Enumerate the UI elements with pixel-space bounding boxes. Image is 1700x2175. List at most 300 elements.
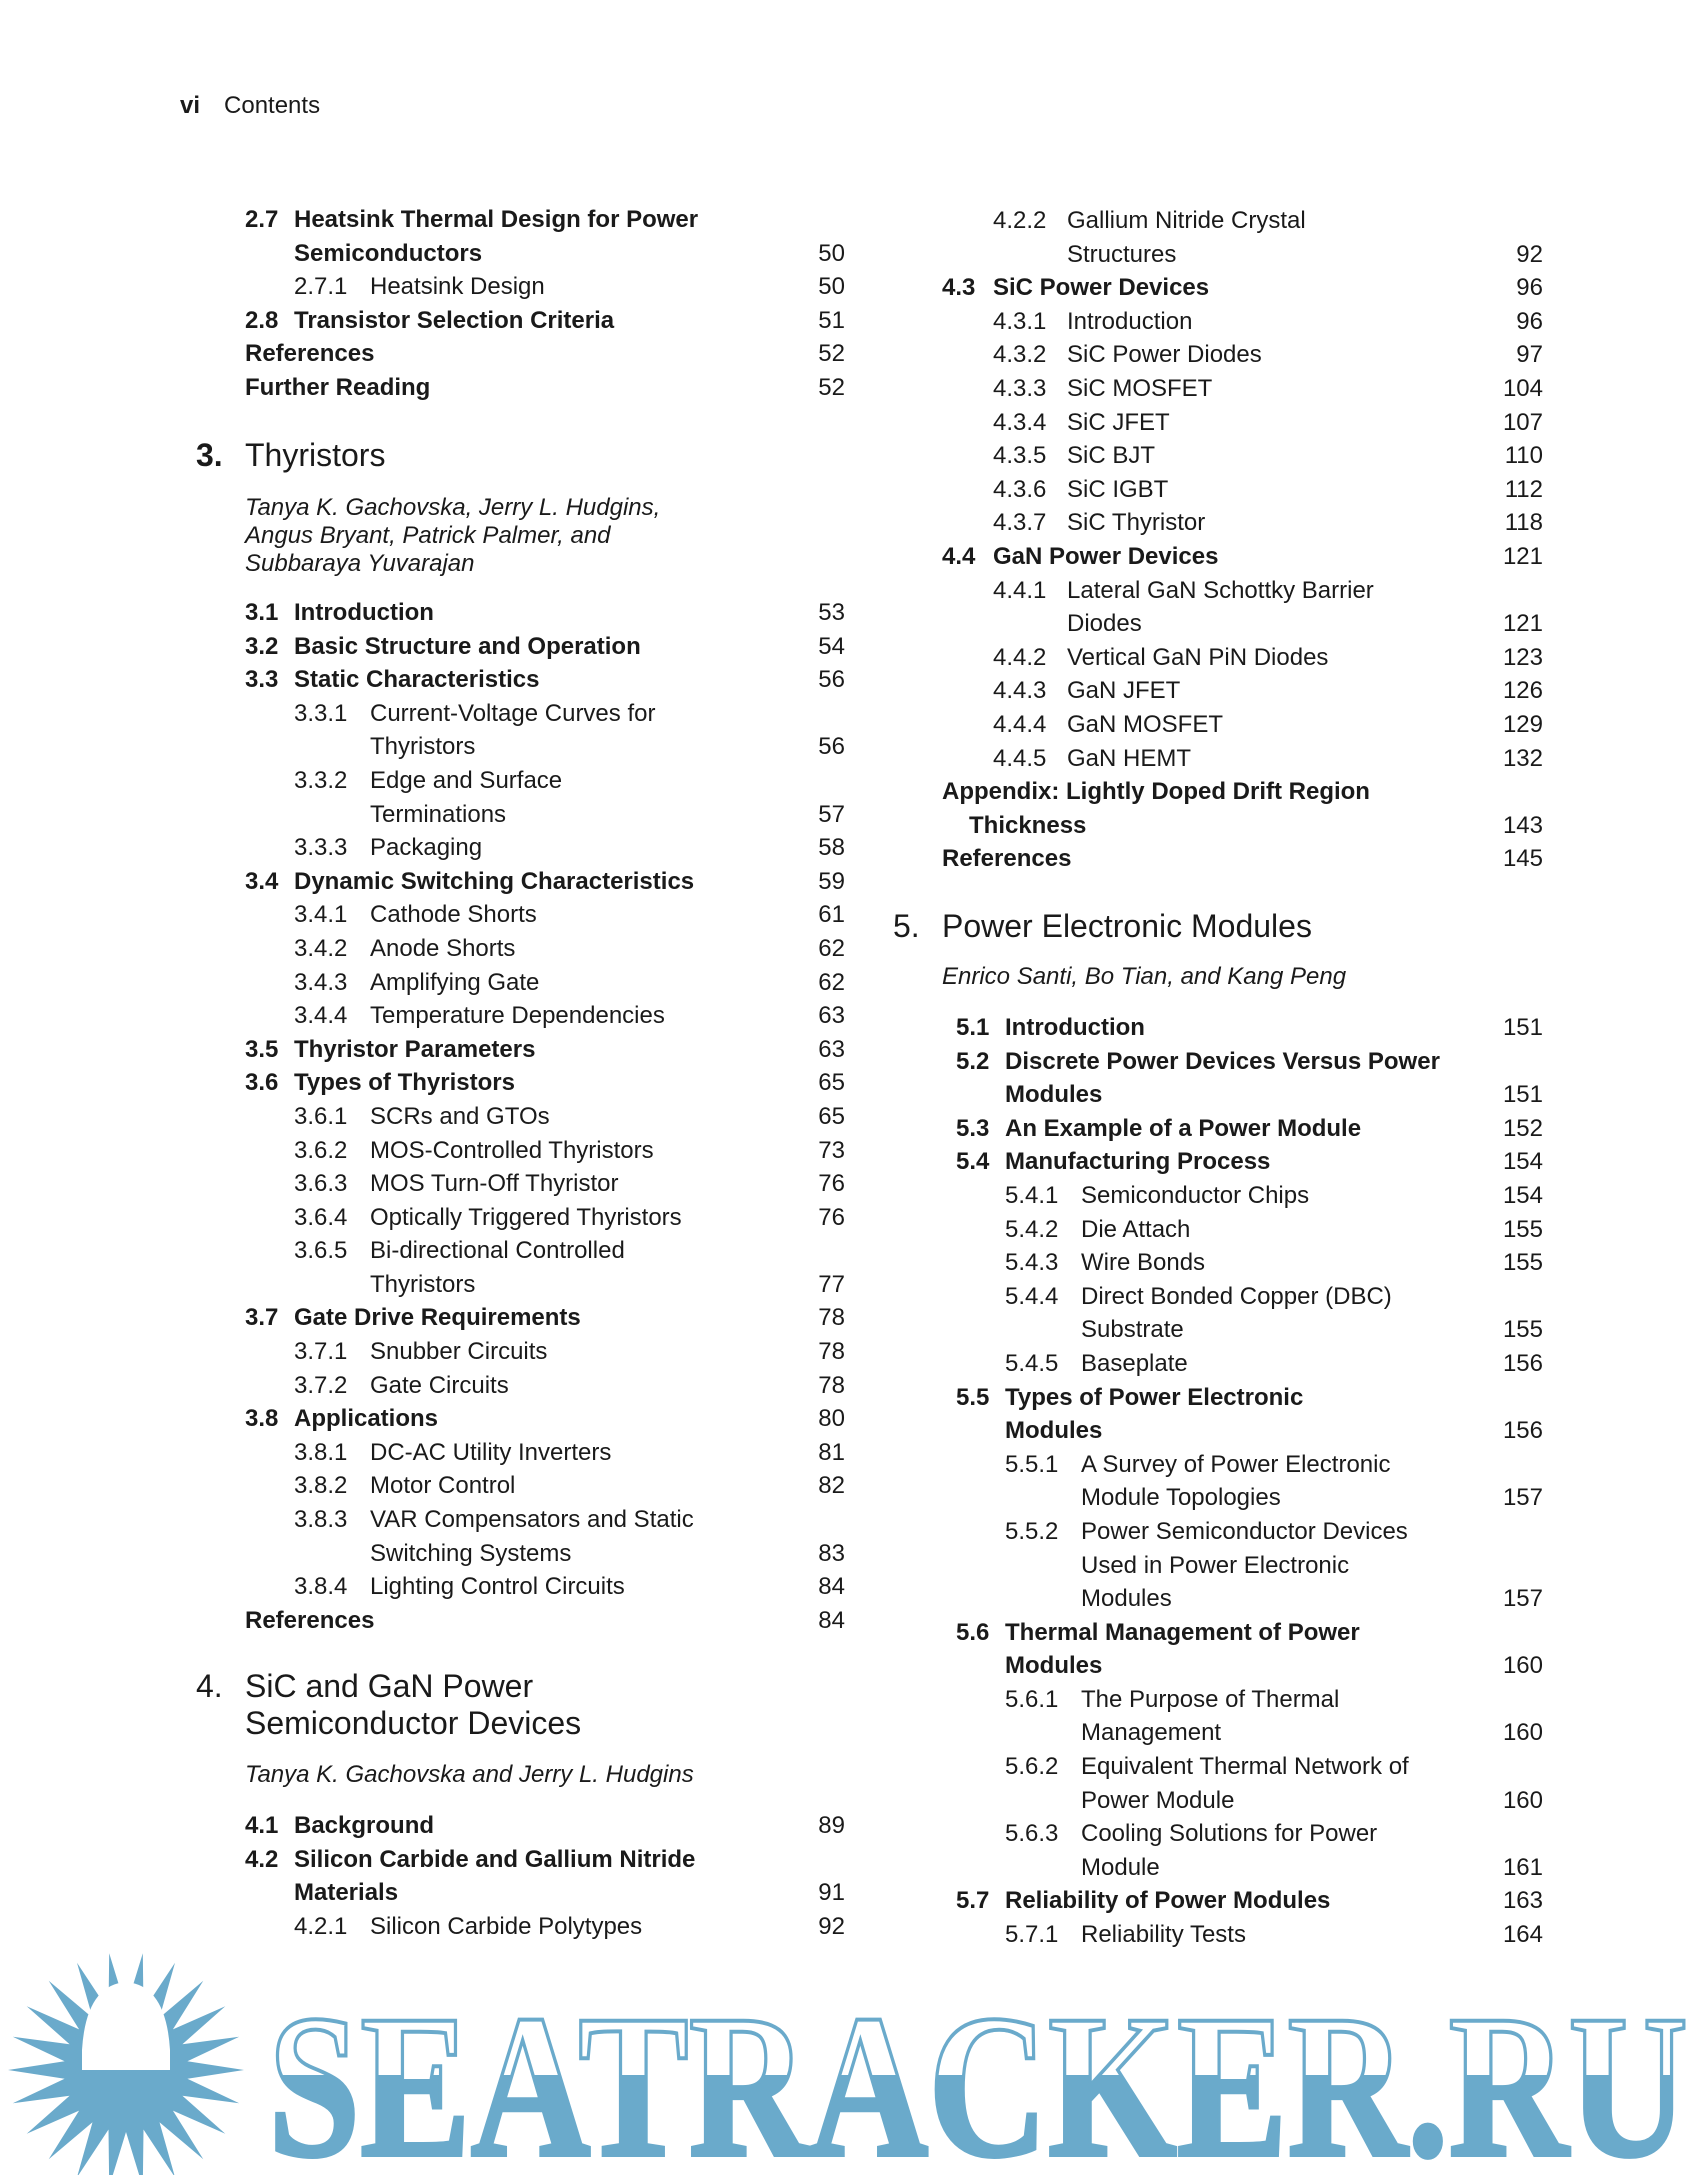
toc-entry — [956, 1616, 1543, 1650]
toc-entry — [942, 775, 1543, 809]
section-title[interactable]: Lateral GaN Schottky Barrier — [1067, 576, 1374, 604]
toc-entry-continuation — [956, 1784, 1543, 1818]
section-title[interactable]: Current-Voltage Curves for — [370, 699, 656, 727]
section-number: 3.1 — [245, 599, 279, 626]
toc-entry — [245, 1503, 845, 1537]
author-line: Subbaraya Yuvarajan — [245, 550, 475, 577]
toc-entry — [942, 473, 1543, 507]
section-title[interactable]: Die Attach — [1081, 1215, 1191, 1243]
running-title: Contents — [224, 92, 321, 119]
toc-entry — [942, 540, 1543, 574]
section-title[interactable]: Silicon Carbide Polytypes — [370, 1912, 643, 1940]
toc-entry — [956, 1817, 1543, 1851]
section-number: 4.3.2 — [993, 341, 1047, 369]
toc-entry — [956, 1347, 1543, 1381]
page-number: 52 — [818, 373, 845, 401]
section-title[interactable]: Vertical GaN PiN Diodes — [1067, 643, 1329, 671]
section-title[interactable]: A Survey of Power Electronic — [1081, 1450, 1391, 1478]
page-number: 118 — [1504, 509, 1543, 537]
section-number: 3.8.1 — [294, 1438, 348, 1466]
section-title[interactable]: MOS Turn-Off Thyristor — [370, 1170, 619, 1198]
section-title[interactable]: Amplifying Gate — [370, 968, 540, 996]
sun-icon — [8, 1953, 244, 2175]
toc-entry — [245, 596, 845, 630]
section-title[interactable]: DC-AC Utility Inverters — [370, 1438, 612, 1466]
toc-block-chapter-4-left — [245, 1809, 845, 1943]
toc-entry — [245, 898, 845, 932]
section-number: 3.7.2 — [294, 1371, 348, 1399]
toc-entry — [942, 372, 1543, 406]
watermark-text: SEATRACKER.RU — [268, 1973, 1688, 2175]
section-title[interactable]: Motor Control — [370, 1472, 516, 1500]
section-number: 3.7 — [245, 1304, 279, 1332]
toc-entry — [942, 742, 1543, 776]
page-number: 92 — [1516, 240, 1543, 268]
section-title[interactable]: Optically Triggered Thyristors — [370, 1203, 682, 1231]
toc-entry-continuation — [245, 798, 845, 832]
page-number: 83 — [818, 1539, 845, 1567]
section-title[interactable]: References — [942, 845, 1072, 873]
section-title[interactable]: Thyristors — [370, 733, 476, 761]
section-title[interactable]: GaN HEMT — [1067, 744, 1192, 772]
section-title[interactable]: Background — [294, 1812, 435, 1839]
section-title[interactable]: Cathode Shorts — [370, 901, 537, 929]
page-number: 160 — [1502, 1652, 1543, 1680]
toc-entry-continuation — [956, 1716, 1543, 1750]
section-title[interactable]: Applications — [294, 1405, 439, 1433]
section-title[interactable]: Anode Shorts — [370, 934, 516, 962]
section-title[interactable]: Baseplate — [1081, 1349, 1188, 1377]
toc-entry — [956, 1179, 1543, 1213]
section-number: 5.4.5 — [1005, 1349, 1059, 1377]
section-title[interactable]: Types of Thyristors — [294, 1069, 515, 1097]
page-number: 160 — [1502, 1786, 1543, 1814]
section-title[interactable]: Reliability Tests — [1081, 1921, 1246, 1949]
section-number: 3.4.2 — [294, 934, 348, 962]
toc-entry — [245, 1570, 845, 1604]
section-title[interactable]: Dynamic Switching Characteristics — [294, 867, 695, 895]
section-title[interactable]: Switching Systems — [370, 1539, 572, 1567]
section-number: 3.8.3 — [294, 1506, 348, 1534]
section-title[interactable]: Direct Bonded Copper (DBC) — [1081, 1282, 1392, 1310]
section-title[interactable]: An Example of a Power Module — [1005, 1114, 1362, 1142]
section-title[interactable]: SiC IGBT — [1067, 475, 1169, 503]
toc-block-chapter-3 — [245, 596, 845, 1637]
section-number: 3.6.1 — [294, 1102, 348, 1130]
toc-entry-continuation — [956, 1582, 1543, 1616]
toc-entry — [956, 1045, 1543, 1079]
page-number: 123 — [1502, 643, 1543, 671]
page-number: 91 — [818, 1879, 845, 1907]
section-number: 3.7.1 — [294, 1338, 348, 1366]
section-number: 5.7.1 — [1005, 1921, 1059, 1949]
page-number: 58 — [818, 834, 845, 862]
section-number: 5.4.3 — [1005, 1249, 1059, 1277]
section-title[interactable]: Basic Structure and Operation — [294, 632, 641, 660]
page-number: 63 — [818, 1035, 845, 1063]
page-number: 154 — [1502, 1181, 1543, 1209]
section-title[interactable]: SiC MOSFET — [1067, 374, 1213, 402]
section-title[interactable]: Transistor Selection Criteria — [294, 306, 615, 334]
toc-entry — [942, 708, 1543, 742]
toc-entry-continuation — [956, 1549, 1543, 1583]
page-number: 57 — [818, 800, 845, 828]
running-header — [180, 92, 320, 120]
toc-entry — [245, 371, 845, 405]
section-title[interactable]: Equivalent Thermal Network of — [1081, 1753, 1409, 1781]
section-title[interactable]: SiC Thyristor — [1067, 509, 1206, 537]
toc-entry — [245, 1402, 845, 1436]
section-number: 3.5 — [245, 1035, 279, 1063]
section-title[interactable]: Manufacturing Process — [1005, 1148, 1271, 1176]
section-title[interactable]: Temperature Dependencies — [370, 1002, 665, 1030]
page-number: 112 — [1504, 475, 1543, 503]
section-title[interactable]: SiC JFET — [1067, 408, 1170, 436]
toc-entry — [245, 1436, 845, 1470]
section-number: 4.3.5 — [993, 442, 1047, 470]
section-title[interactable]: Thyristor Parameters — [294, 1035, 536, 1063]
toc-entry — [245, 304, 845, 338]
toc-entry — [956, 1280, 1543, 1314]
page-number: 81 — [818, 1438, 845, 1466]
section-title[interactable]: Thyristors — [370, 1270, 476, 1298]
section-number: 4.4 — [942, 542, 976, 570]
section-title[interactable]: Materials — [294, 1879, 399, 1907]
section-title[interactable]: Modules — [1005, 1417, 1103, 1445]
section-title[interactable]: SiC Power Diodes — [1067, 341, 1262, 369]
page-number: 56 — [818, 666, 845, 694]
section-number: 4.2 — [245, 1845, 279, 1873]
page-number: 56 — [818, 733, 845, 761]
page-number: 89 — [818, 1812, 845, 1839]
toc-entry — [245, 1369, 845, 1403]
section-title[interactable]: Appendix: Lightly Doped Drift Region — [942, 778, 1370, 806]
page-number: 152 — [1502, 1114, 1543, 1142]
section-title[interactable]: Terminations — [370, 800, 507, 828]
section-number: 3.3 — [245, 666, 279, 694]
section-title[interactable]: SiC Power Devices — [993, 274, 1210, 302]
section-number: 3.6.5 — [294, 1237, 348, 1265]
section-title[interactable]: Snubber Circuits — [370, 1338, 548, 1366]
section-number: 4.2.2 — [993, 207, 1047, 234]
section-number: 3.4.1 — [294, 901, 348, 929]
page-number: 155 — [1502, 1316, 1543, 1344]
chapter-title-line: SiC and GaN Power — [245, 1668, 534, 1704]
section-title[interactable]: Substrate — [1081, 1316, 1184, 1344]
page-number: 80 — [818, 1405, 845, 1433]
section-title[interactable]: SiC BJT — [1067, 442, 1156, 470]
section-number: 3.6.4 — [294, 1203, 348, 1231]
section-number: 5.2 — [956, 1047, 990, 1075]
page-number: 52 — [818, 340, 845, 368]
section-number: 5.6.3 — [1005, 1820, 1059, 1848]
section-title[interactable]: Gate Drive Requirements — [294, 1304, 581, 1332]
section-title[interactable]: GaN Power Devices — [993, 542, 1219, 570]
toc-entry — [245, 1201, 845, 1235]
section-number: 5.5.2 — [1005, 1517, 1059, 1545]
page-number: 65 — [818, 1069, 845, 1097]
page-number: 62 — [818, 934, 845, 962]
toc-entry-continuation — [942, 809, 1543, 843]
toc-entry-continuation — [245, 1268, 845, 1302]
toc-entry — [245, 203, 845, 237]
section-title[interactable]: Thermal Management of Power — [1005, 1618, 1360, 1646]
toc-entry — [956, 1213, 1543, 1247]
section-title[interactable]: References — [245, 1606, 375, 1634]
section-title[interactable]: Introduction — [294, 599, 434, 626]
section-number: 5.3 — [956, 1114, 990, 1142]
section-title[interactable]: VAR Compensators and Static — [370, 1506, 694, 1534]
page-number: 96 — [1516, 274, 1543, 302]
section-number: 5.1 — [956, 1014, 990, 1041]
section-title[interactable]: Power Semiconductor Devices — [1081, 1517, 1408, 1545]
section-title[interactable]: Silicon Carbide and Gallium Nitride — [294, 1845, 696, 1873]
section-title[interactable]: Edge and Surface — [370, 766, 563, 794]
section-number: 5.4.4 — [1005, 1282, 1059, 1310]
page-number: 163 — [1502, 1887, 1543, 1915]
toc-block-chapter-2-end — [245, 203, 845, 405]
toc-entry-continuation — [245, 1876, 845, 1910]
section-title[interactable]: Lighting Control Circuits — [370, 1573, 625, 1601]
toc-entry — [245, 697, 845, 731]
section-number: 4.2.1 — [294, 1912, 348, 1940]
section-number: 4.3.7 — [993, 509, 1047, 537]
section-title[interactable]: Thickness — [969, 811, 1087, 839]
section-number: 3.4.3 — [294, 968, 348, 996]
chapter-number: 3. — [196, 437, 223, 473]
page-number: 151 — [1502, 1014, 1543, 1041]
page-number: 84 — [818, 1573, 845, 1601]
section-number: 5.6.1 — [1005, 1685, 1059, 1713]
section-title[interactable]: Heatsink Thermal Design for Power — [294, 206, 699, 233]
page-number: 77 — [818, 1270, 845, 1298]
page-number: 92 — [818, 1912, 845, 1940]
toc-entry — [245, 1234, 845, 1268]
section-title[interactable]: Semiconductors — [294, 239, 483, 267]
page-number: 65 — [818, 1102, 845, 1130]
section-title[interactable]: Discrete Power Devices Versus Power — [1005, 1047, 1440, 1075]
chapter-number: 5. — [893, 908, 920, 944]
chapter-3-authors — [245, 494, 660, 578]
page-number: 97 — [1516, 341, 1543, 369]
toc-entry — [956, 1381, 1543, 1415]
section-number: 3.3.1 — [294, 699, 348, 727]
section-number: 4.4.5 — [993, 744, 1047, 772]
section-number: 2.8 — [245, 306, 279, 334]
toc-entry — [956, 1884, 1543, 1918]
toc-entry — [245, 1301, 845, 1335]
page-number: 82 — [818, 1472, 845, 1500]
section-title[interactable]: Used in Power Electronic — [1081, 1551, 1350, 1579]
section-title[interactable]: Modules — [1005, 1081, 1103, 1109]
page-number: 151 — [1502, 1081, 1543, 1109]
toc-entry — [942, 305, 1543, 339]
section-title[interactable]: Reliability of Power Modules — [1005, 1887, 1331, 1915]
toc-entry — [942, 439, 1543, 473]
page-number: 161 — [1502, 1853, 1543, 1881]
section-title[interactable]: Gate Circuits — [370, 1371, 509, 1399]
toc-entry — [245, 865, 845, 899]
toc-entry-continuation — [245, 1537, 845, 1571]
toc-entry — [942, 406, 1543, 440]
section-title[interactable]: The Purpose of Thermal — [1081, 1685, 1340, 1713]
toc-entry — [956, 1246, 1543, 1280]
toc-entry-continuation — [245, 730, 845, 764]
toc-entry — [956, 1683, 1543, 1717]
toc-entry — [245, 337, 845, 371]
section-title[interactable]: GaN MOSFET — [1067, 710, 1224, 738]
section-number: 2.7 — [245, 206, 279, 233]
page-number: 157 — [1502, 1484, 1543, 1512]
section-number: 5.5 — [956, 1383, 990, 1411]
section-number: 4.4.3 — [993, 677, 1047, 705]
page-number: 84 — [818, 1606, 845, 1634]
section-title[interactable]: Module — [1081, 1853, 1160, 1881]
page-number: 155 — [1502, 1249, 1543, 1277]
section-number: 5.6 — [956, 1618, 990, 1646]
section-number: 3.3.2 — [294, 766, 348, 794]
page-number: 110 — [1504, 442, 1543, 470]
section-title[interactable]: GaN JFET — [1067, 677, 1181, 705]
section-title[interactable]: Modules — [1081, 1585, 1172, 1613]
page-number: 160 — [1502, 1719, 1543, 1747]
toc-entry — [245, 1066, 845, 1100]
page-number: 78 — [818, 1338, 845, 1366]
toc-entry — [942, 674, 1543, 708]
page-number: 157 — [1502, 1585, 1543, 1613]
section-number: 3.2 — [245, 632, 279, 660]
toc-entry — [942, 204, 1543, 238]
section-number: 3.6.3 — [294, 1170, 348, 1198]
section-number: 4.3.1 — [993, 307, 1047, 335]
section-number: 3.8.2 — [294, 1472, 348, 1500]
section-number: 3.4 — [245, 867, 279, 895]
page-number: 76 — [818, 1203, 845, 1231]
page-number: 104 — [1502, 374, 1543, 402]
page-number: 50 — [818, 239, 845, 267]
section-title[interactable]: SCRs and GTOs — [370, 1102, 550, 1130]
page-number: 76 — [818, 1170, 845, 1198]
section-number: 3.6 — [245, 1069, 279, 1097]
toc-entry-continuation — [956, 1078, 1543, 1112]
section-title[interactable]: References — [245, 340, 375, 368]
toc-entry-continuation — [956, 1649, 1543, 1683]
toc-entry — [245, 1809, 845, 1843]
page-number: 129 — [1502, 710, 1543, 738]
page-number: 50 — [818, 273, 845, 301]
section-number: 4.3.3 — [993, 374, 1047, 402]
section-number: 2.7.1 — [294, 273, 348, 301]
section-number: 4.4.2 — [993, 643, 1047, 671]
page-number: 154 — [1502, 1148, 1543, 1176]
toc-entry — [956, 1145, 1543, 1179]
toc-entry — [956, 1011, 1543, 1045]
author-line: Enrico Santi, Bo Tian, and Kang Peng — [942, 963, 1347, 990]
toc-entry — [245, 831, 845, 865]
page-number: vi — [180, 92, 201, 119]
toc-entry — [956, 1448, 1543, 1482]
section-title[interactable]: Types of Power Electronic — [1005, 1383, 1304, 1411]
section-number: 5.4 — [956, 1148, 990, 1176]
watermark-logo — [0, 1930, 1700, 2175]
section-title[interactable]: Bi-directional Controlled — [370, 1237, 625, 1265]
section-number: 3.4.4 — [294, 1002, 348, 1030]
section-title[interactable]: Cooling Solutions for Power — [1081, 1820, 1378, 1848]
toc-entry — [245, 1167, 845, 1201]
section-title[interactable]: Heatsink Design — [370, 273, 545, 301]
chapter-5-authors — [942, 963, 1346, 991]
page-number: 63 — [818, 1002, 845, 1030]
section-title[interactable]: Structures — [1067, 240, 1177, 268]
page-number: 132 — [1502, 744, 1543, 772]
chapter-title-line: Semiconductor Devices — [245, 1705, 582, 1741]
section-title[interactable]: Further Reading — [245, 373, 431, 401]
chapter-title — [245, 1668, 581, 1742]
toc-entry — [942, 641, 1543, 675]
toc-entry — [942, 271, 1543, 305]
toc-entry — [245, 764, 845, 798]
toc-entry-continuation — [942, 607, 1543, 641]
section-title[interactable]: Modules — [1005, 1652, 1103, 1680]
section-number: 4.3 — [942, 274, 976, 302]
section-title[interactable]: MOS-Controlled Thyristors — [370, 1136, 654, 1164]
toc-entry — [245, 1134, 845, 1168]
toc-entry — [245, 1843, 845, 1877]
chapter-title: Thyristors — [245, 437, 386, 473]
toc-entry — [956, 1112, 1543, 1146]
section-title[interactable]: Semiconductor Chips — [1081, 1181, 1310, 1209]
section-number: 5.5.1 — [1005, 1450, 1059, 1478]
toc-block-chapter-5 — [956, 1011, 1543, 1952]
page-number: 78 — [818, 1371, 845, 1399]
page-number: 59 — [818, 867, 845, 895]
page-number: 54 — [818, 632, 845, 660]
page-number: 121 — [1502, 610, 1543, 638]
page-number: 96 — [1516, 307, 1543, 335]
section-title[interactable]: Introduction — [1005, 1014, 1145, 1041]
section-number: 5.7 — [956, 1887, 990, 1915]
section-title[interactable]: Wire Bonds — [1081, 1249, 1206, 1277]
toc-entry-continuation — [956, 1851, 1543, 1885]
section-number: 5.4.1 — [1005, 1181, 1059, 1209]
section-number: 4.4.4 — [993, 710, 1047, 738]
author-line: Angus Bryant, Patrick Palmer, and — [245, 522, 611, 549]
section-title[interactable]: Static Characteristics — [294, 666, 540, 694]
toc-entry — [245, 932, 845, 966]
section-number: 4.3.6 — [993, 475, 1047, 503]
toc-entry-continuation — [956, 1414, 1543, 1448]
section-number: 5.4.2 — [1005, 1215, 1059, 1243]
section-title[interactable]: Gallium Nitride Crystal — [1067, 207, 1306, 234]
section-number: 5.6.2 — [1005, 1753, 1059, 1781]
section-title[interactable]: Power Module — [1081, 1786, 1235, 1814]
toc-entry — [245, 1335, 845, 1369]
toc-entry-continuation — [245, 237, 845, 271]
page-number: 62 — [818, 968, 845, 996]
section-title[interactable]: Management — [1081, 1719, 1222, 1747]
section-number: 4.3.4 — [993, 408, 1047, 436]
section-title[interactable]: Packaging — [370, 834, 483, 862]
section-number: 3.8 — [245, 1405, 279, 1433]
section-title[interactable]: Introduction — [1067, 307, 1193, 335]
toc-entry — [942, 574, 1543, 608]
section-title[interactable]: Diodes — [1067, 610, 1142, 638]
toc-entry — [245, 999, 845, 1033]
page-number: 156 — [1502, 1417, 1543, 1445]
toc-entry — [245, 1100, 845, 1134]
section-title[interactable]: Module Topologies — [1081, 1484, 1281, 1512]
toc-entry-continuation — [956, 1313, 1543, 1347]
